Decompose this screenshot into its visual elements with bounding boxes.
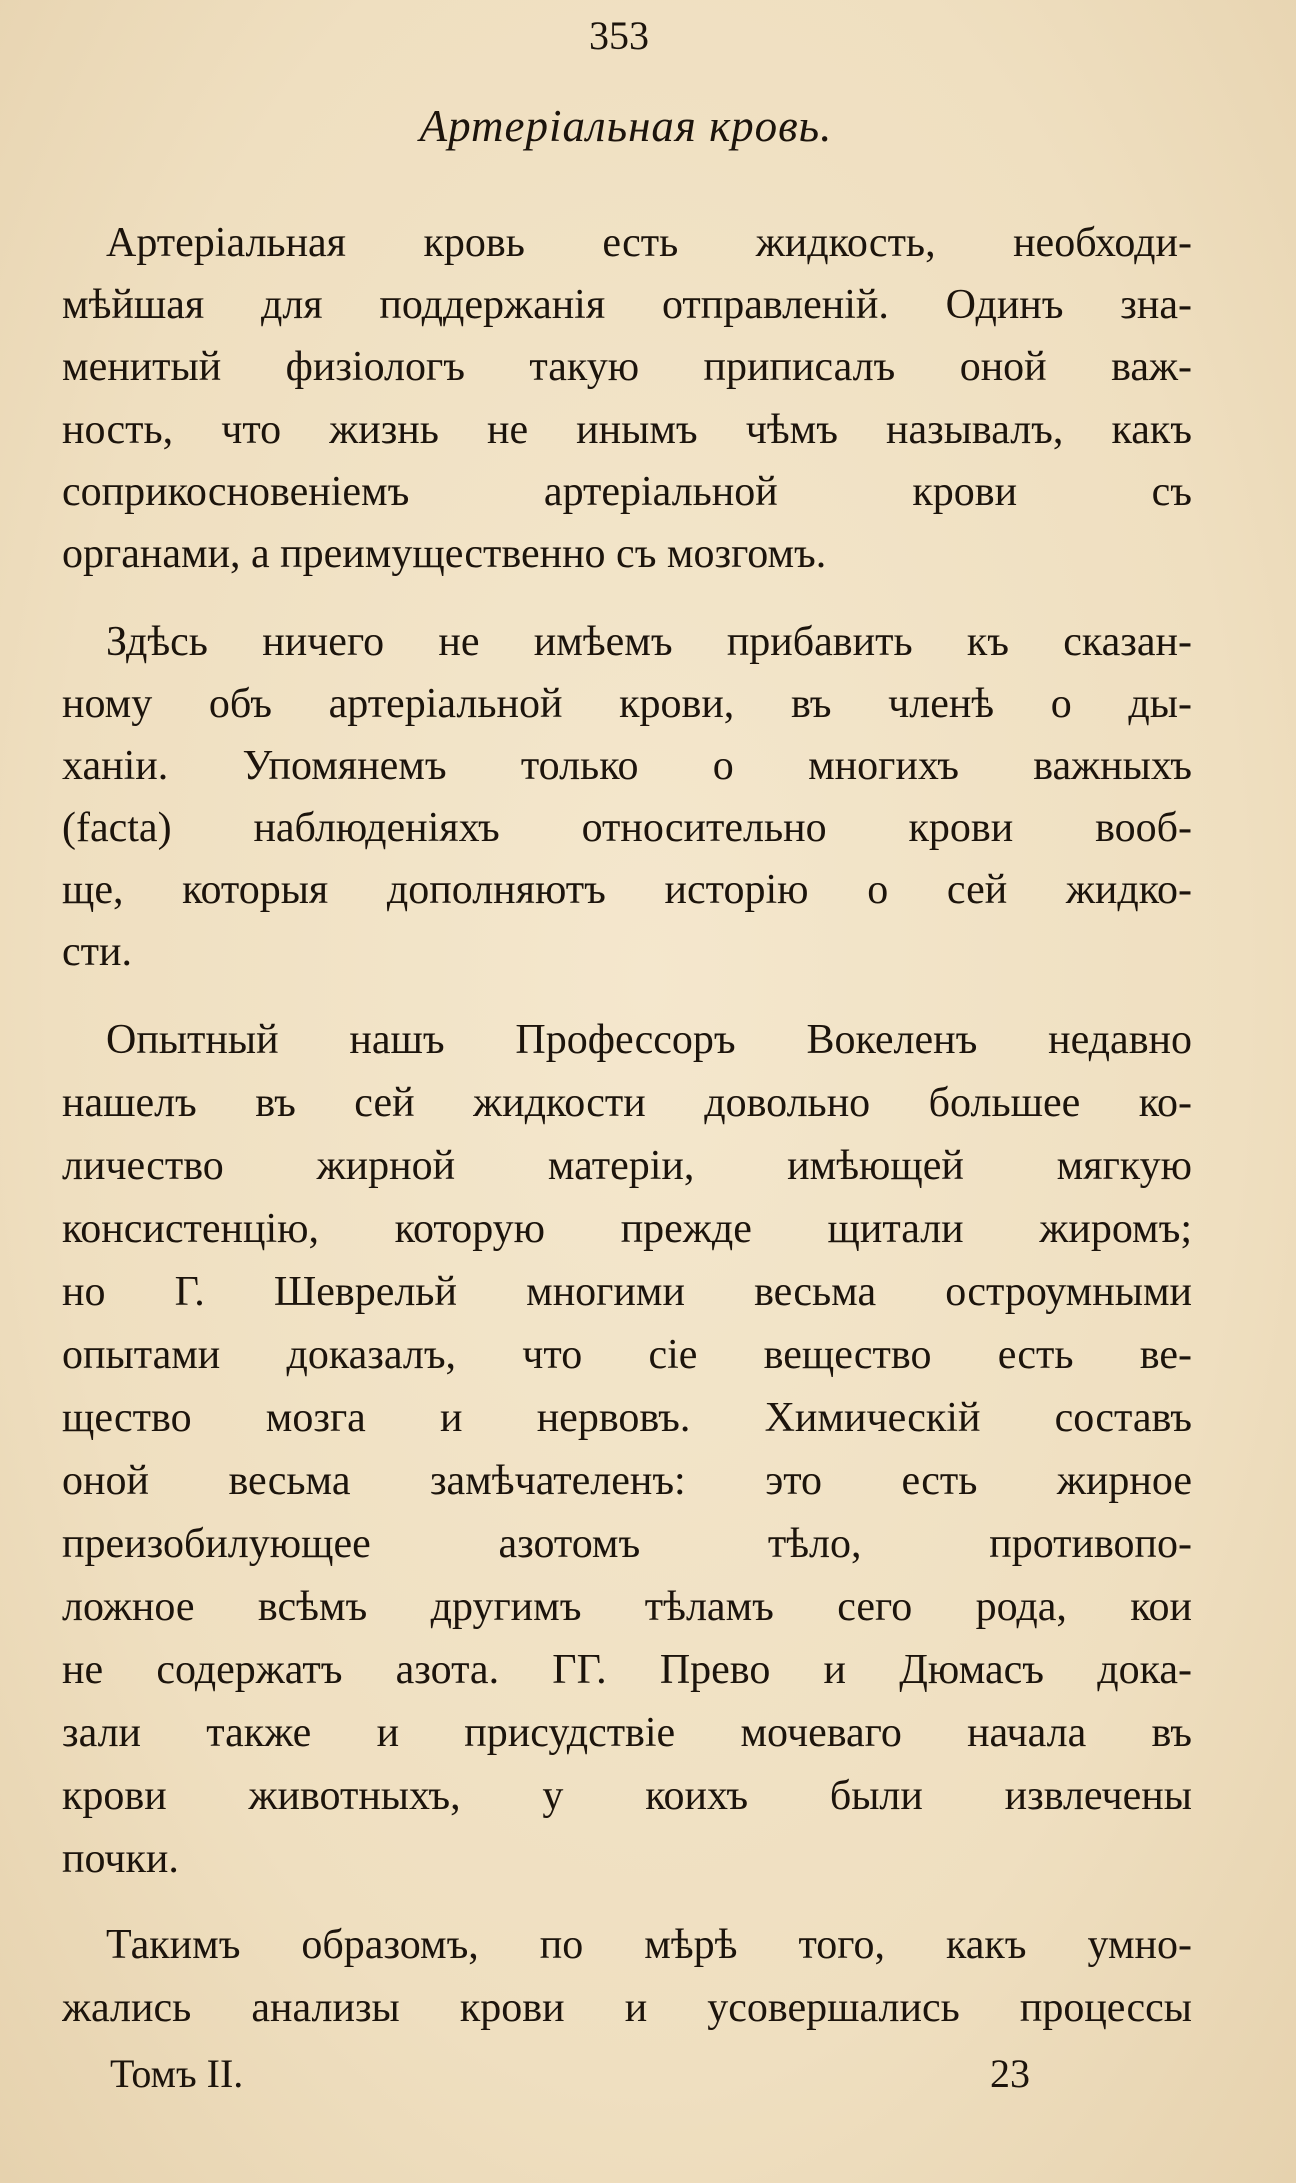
text-line: почки. — [62, 1836, 179, 1882]
text-line: Здѣсь ничего не имѣемъ прибавить къ сказан- — [106, 619, 1192, 665]
text-line: соприкосновеніемъ артеріальной крови съ — [62, 469, 1192, 515]
text-line: органами, а преимущественно съ мозгомъ. — [62, 531, 827, 577]
page-number: 353 — [589, 13, 649, 58]
footer-signature: 23 — [990, 2051, 1030, 2096]
text-line: ханіи. Упомянемъ только о многихъ важныхъ — [62, 743, 1192, 789]
text-line: ще, которыя дополняютъ исторію о сей жидко- — [62, 867, 1192, 913]
text-line: ному объ артеріальной крови, въ членѣ о ды- — [62, 681, 1192, 727]
text-line: нашелъ въ сей жидкости довольно большее ко- — [62, 1080, 1192, 1126]
text-line: оной весьма замѣчателенъ: это есть жирное — [62, 1458, 1192, 1504]
text-line: Артеріальная кровь есть жидкость, необходи- — [106, 220, 1192, 266]
text-line: щество мозга и нервовъ. Химическій составъ — [62, 1395, 1192, 1441]
footer-volume: Томъ II. — [110, 2051, 244, 2096]
text-line: ность, что жизнь не инымъ чѣмъ называлъ, какъ — [62, 407, 1192, 453]
text-line: но Г. Шеврельй многими весьма остроумными — [62, 1269, 1192, 1315]
text-line: ложное всѣмъ другимъ тѣламъ сего рода, кои — [62, 1584, 1192, 1630]
text-line: консистенцію, которую прежде щитали жиромъ; — [62, 1206, 1192, 1252]
text-line: опытами доказалъ, что сіе вещество есть ве- — [62, 1332, 1192, 1378]
text-line: преизобилующее азотомъ тѣло, противопо- — [62, 1521, 1192, 1567]
text-line: личество жирной матеріи, имѣющей мягкую — [62, 1143, 1192, 1189]
text-line: не содержатъ азота. ГГ. Прево и Дюмасъ дока- — [62, 1647, 1192, 1693]
text-line: (facta) наблюденіяхъ относительно крови вооб- — [62, 805, 1192, 851]
text-line: жались анализы крови и усовершались процессы — [62, 1985, 1192, 2031]
text-line: зали также и присудствіе мочеваго начала въ — [62, 1710, 1192, 1756]
text-line: менитый физіологъ такую приписалъ оной важ- — [62, 344, 1192, 390]
text-line: мѣйшая для поддержанія отправленій. Одинъ зна- — [62, 282, 1192, 328]
text-line: крови животныхъ, у коихъ были извлечены — [62, 1773, 1192, 1819]
chapter-title: Артеріальная кровь. — [419, 101, 833, 151]
text-line: Такимъ образомъ, по мѣрѣ того, какъ умно- — [106, 1922, 1192, 1968]
text-line: Опытный нашъ Профессоръ Вокеленъ недавно — [106, 1017, 1192, 1063]
text-line: сти. — [62, 929, 132, 975]
